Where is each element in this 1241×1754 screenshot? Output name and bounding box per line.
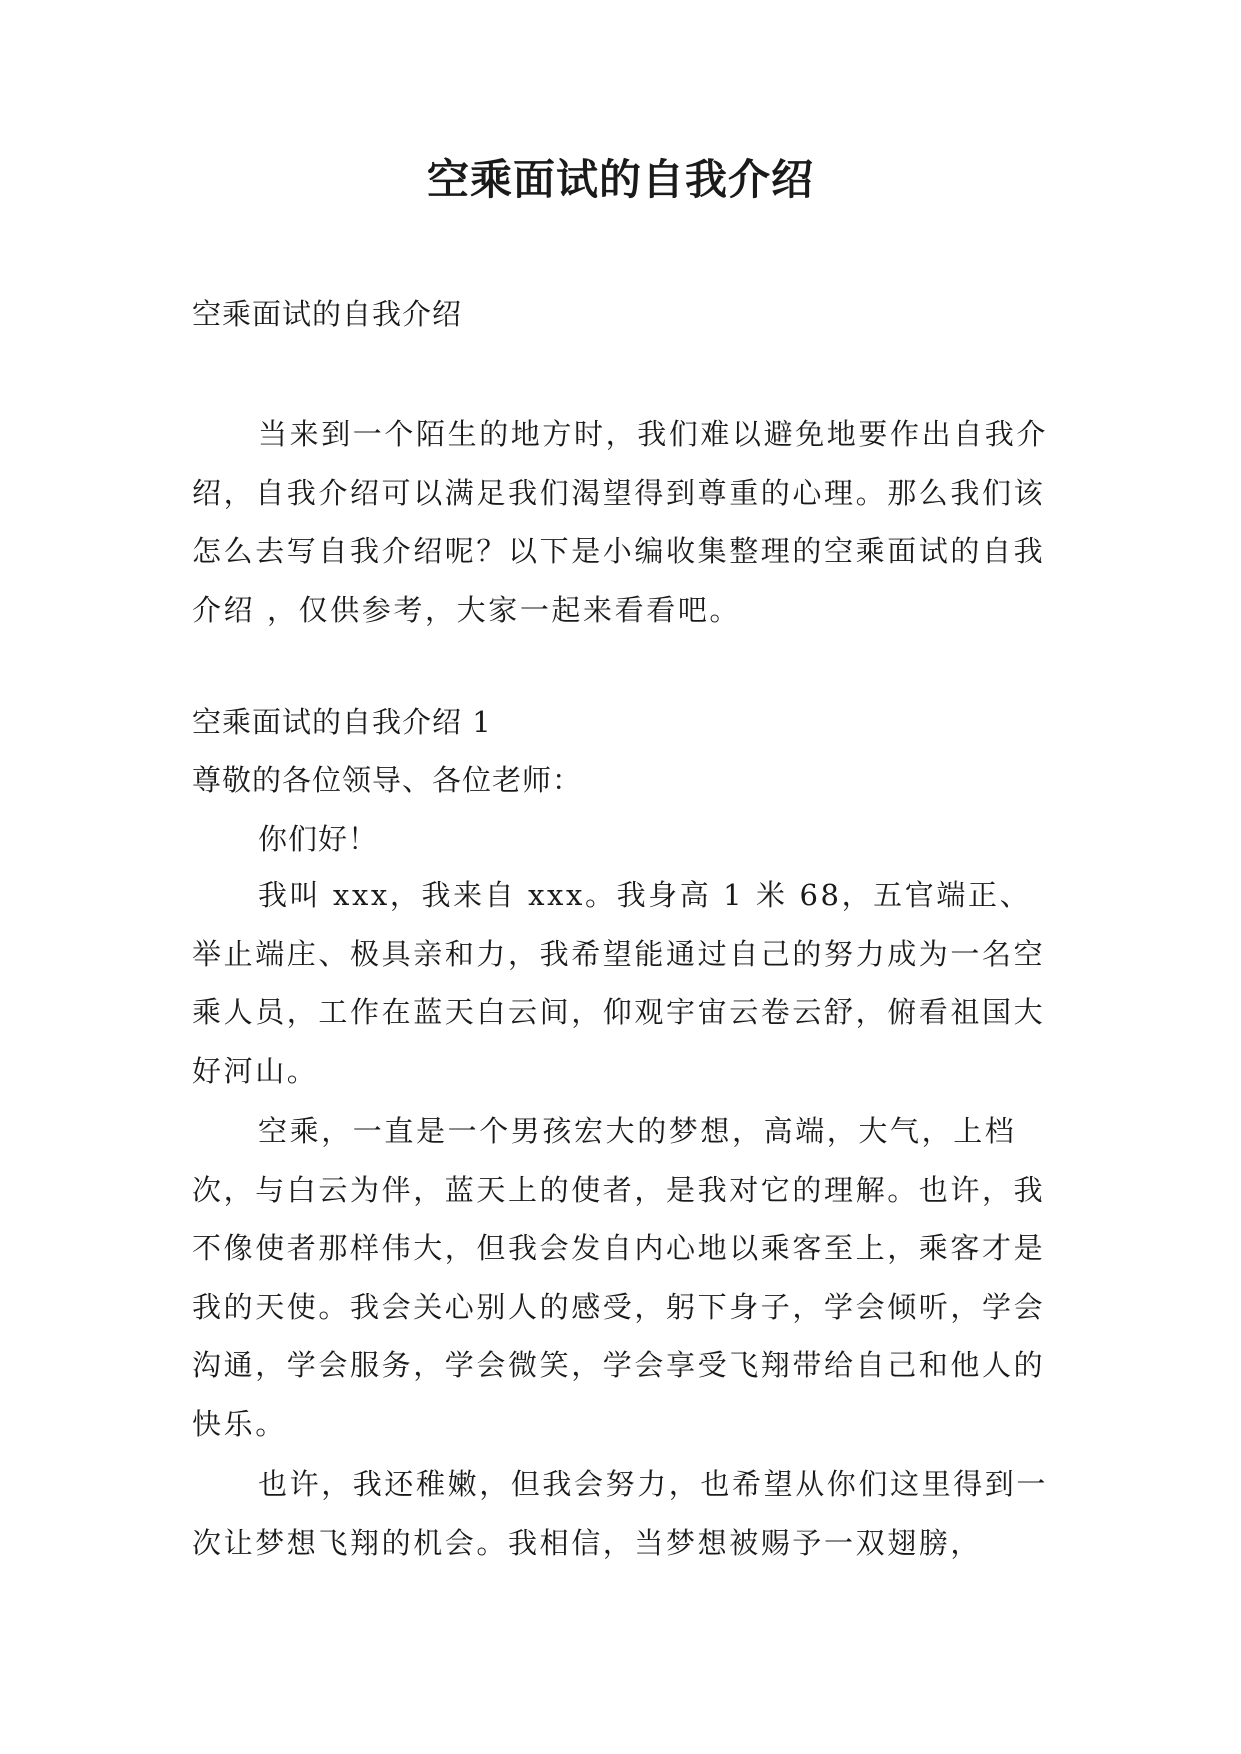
body-paragraph: 空乘，一直是一个男孩宏大的梦想，高端，大气，上档次，与白云为伴，蓝天上的使者，是我对它的理解。也许，我不像使者那样伟大，但我会发自内心地以乘客至上，乘客才是我的天使。我会关心别人的感受，躬下身子，学会倾听，学会沟通，学会服务，学会微笑，学会享受飞翔带给自己和他人的快乐。 — [192, 1114, 1046, 1441]
intro-paragraph: 当来到一个陌生的地方时，我们难以避免地要作出自我介绍，自我介绍可以满足我们渴望得到尊重的心理。那么我们该怎么去写自我介绍呢？以下是小编收集整理的空乘面试的自我介绍 ，仅供参考，大家一起来看看吧。 — [192, 417, 1049, 627]
document-subtitle: 空乘面试的自我介绍 — [192, 297, 463, 331]
section-heading: 空乘面试的自我介绍 1 — [192, 705, 492, 739]
body-paragraph: 我叫 xxx，我来自 xxx。我身高 1 米 68，五官端正、举止端庄、极具亲和力，我希望能通过自己的努力成为一名空乘人员，工作在蓝天白云间，仰观宇宙云卷云舒，俯看祖国大好河山。 — [192, 878, 1046, 1088]
document-title: 空乘面试的自我介绍 — [426, 155, 814, 204]
greeting-line: 尊敬的各位领导、各位老师： — [192, 763, 583, 797]
hello-line: 你们好！ — [258, 822, 379, 856]
body-paragraph: 也许，我还稚嫩，但我会努力，也希望从你们这里得到一次让梦想飞翔的机会。我相信，当梦想被赐予一双翅膀， — [192, 1467, 1049, 1560]
